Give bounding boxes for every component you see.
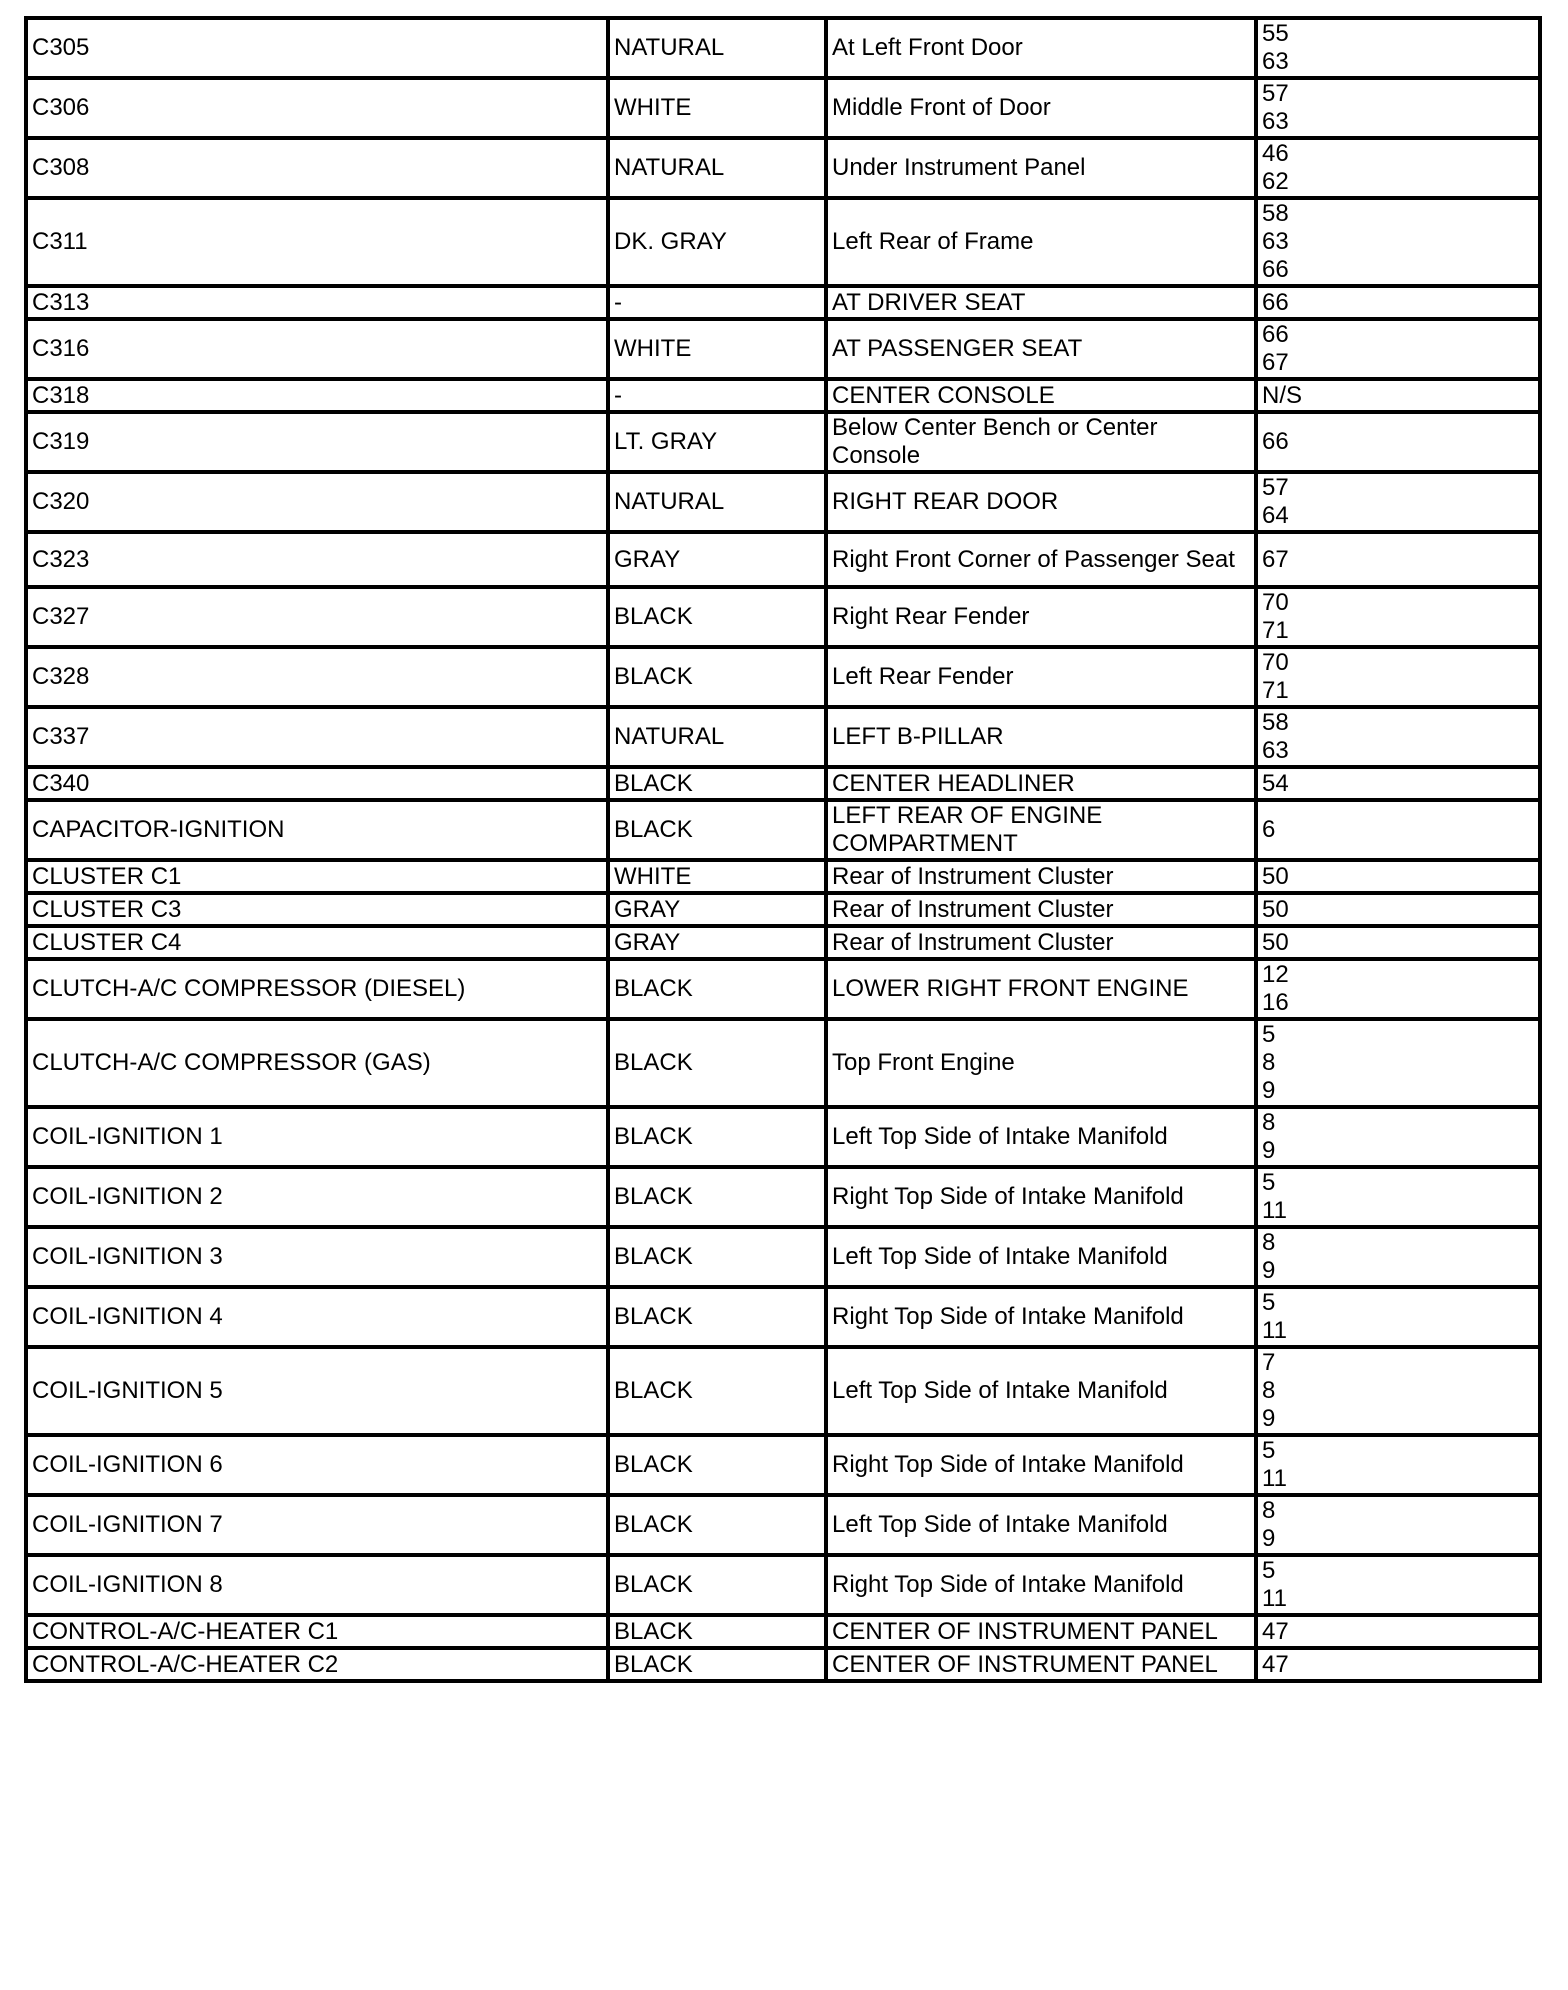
- page-reference-cell: [1256, 1615, 1540, 1648]
- page-reference-cell: [1256, 767, 1540, 800]
- connector-location-cell: CENTER HEADLINER: [826, 767, 1256, 800]
- connector-color-cell: GRAY: [608, 532, 826, 587]
- page-reference-cell: [1256, 379, 1540, 412]
- page-reference: 66: [1262, 321, 1289, 348]
- page-reference-cell: [1256, 1435, 1540, 1495]
- table-row: [26, 319, 1540, 379]
- connector-name-cell: C337: [26, 707, 608, 767]
- table-row: [26, 1648, 1540, 1681]
- connector-name-cell: C340: [26, 767, 608, 800]
- connector-location-cell: RIGHT REAR DOOR: [826, 472, 1256, 532]
- connector-table-body: [26, 18, 1540, 1681]
- page-reference: 50: [1262, 895, 1289, 923]
- connector-name-cell: CLUSTER C3: [26, 893, 608, 926]
- connector-color-cell: BLACK: [608, 1287, 826, 1347]
- page-reference-cell: [1256, 1107, 1540, 1167]
- page-reference-cell: [1256, 1287, 1540, 1347]
- connector-color-cell: BLACK: [608, 1167, 826, 1227]
- page-reference: 58: [1262, 709, 1289, 736]
- page-reference-cell: [1256, 78, 1540, 138]
- connector-color-cell: BLACK: [608, 767, 826, 800]
- connector-location-cell: At Left Front Door: [826, 18, 1256, 78]
- connector-location-cell: Rear of Instrument Cluster: [826, 926, 1256, 959]
- connector-location-cell: Middle Front of Door: [826, 78, 1256, 138]
- table-row: [26, 1019, 1540, 1107]
- connector-location-cell: Right Top Side of Intake Manifold: [826, 1435, 1256, 1495]
- page-reference: 66: [1262, 288, 1289, 316]
- page-reference-cell: [1256, 1648, 1540, 1681]
- page-reference: 9: [1262, 1257, 1276, 1284]
- connector-location-cell: Top Front Engine: [826, 1019, 1256, 1107]
- page-reference: 67: [1262, 349, 1289, 376]
- table-row: [26, 138, 1540, 198]
- page-reference: 66: [1262, 428, 1289, 455]
- connector-color-cell: BLACK: [608, 1019, 826, 1107]
- table-row: [26, 1227, 1540, 1287]
- connector-location-cell: Left Top Side of Intake Manifold: [826, 1495, 1256, 1555]
- connector-name-cell: C319: [26, 412, 608, 472]
- connector-name-cell: C318: [26, 379, 608, 412]
- page-reference: 8: [1262, 1109, 1276, 1136]
- connector-name-cell: C327: [26, 587, 608, 647]
- table-row: [26, 707, 1540, 767]
- connector-color-cell: BLACK: [608, 1227, 826, 1287]
- connector-color-cell: BLACK: [608, 800, 826, 860]
- connector-color-cell: BLACK: [608, 647, 826, 707]
- page-reference: 63: [1262, 48, 1289, 75]
- connector-name-cell: COIL-IGNITION 5: [26, 1347, 608, 1435]
- table-row: [26, 1287, 1540, 1347]
- table-row: [26, 286, 1540, 319]
- table-row: [26, 198, 1540, 286]
- connector-color-cell: WHITE: [608, 319, 826, 379]
- page-reference: 5: [1262, 1557, 1276, 1584]
- page-reference: 47: [1262, 1650, 1289, 1678]
- page-reference: 71: [1262, 617, 1289, 644]
- table-row: [26, 959, 1540, 1019]
- connector-color-cell: -: [608, 379, 826, 412]
- page-reference: 5: [1262, 1169, 1276, 1196]
- page-reference: 6: [1262, 816, 1276, 843]
- connector-name-cell: COIL-IGNITION 4: [26, 1287, 608, 1347]
- connector-name-cell: C316: [26, 319, 608, 379]
- page-reference: 58: [1262, 200, 1289, 227]
- connector-location-cell: LOWER RIGHT FRONT ENGINE: [826, 959, 1256, 1019]
- table-row: [26, 647, 1540, 707]
- table-row: [26, 860, 1540, 893]
- connector-color-cell: BLACK: [608, 1615, 826, 1648]
- connector-location-cell: Right Rear Fender: [826, 587, 1256, 647]
- connector-name-cell: C311: [26, 198, 608, 286]
- connector-color-cell: BLACK: [608, 587, 826, 647]
- page-reference: 8: [1262, 1377, 1276, 1404]
- page-reference: 63: [1262, 228, 1289, 255]
- table-row: [26, 1347, 1540, 1435]
- page-reference: 70: [1262, 589, 1289, 616]
- page-reference: 16: [1262, 989, 1289, 1016]
- connector-color-cell: DK. GRAY: [608, 198, 826, 286]
- page-reference: 9: [1262, 1405, 1276, 1432]
- page-reference: 11: [1262, 1317, 1287, 1344]
- connector-name-cell: C323: [26, 532, 608, 587]
- page-reference-cell: [1256, 893, 1540, 926]
- page-reference: N/S: [1262, 381, 1303, 409]
- table-row: [26, 1167, 1540, 1227]
- connector-name-cell: COIL-IGNITION 6: [26, 1435, 608, 1495]
- page-reference: 67: [1262, 545, 1289, 573]
- page-reference-cell: [1256, 860, 1540, 893]
- connector-location-cell: CENTER OF INSTRUMENT PANEL: [826, 1615, 1256, 1648]
- page-reference-cell: [1256, 1019, 1540, 1107]
- connector-location-cell: Right Top Side of Intake Manifold: [826, 1287, 1256, 1347]
- table-row: [26, 1435, 1540, 1495]
- page-reference-cell: [1256, 1495, 1540, 1555]
- page-reference-cell: [1256, 18, 1540, 78]
- connector-location-cell: Under Instrument Panel: [826, 138, 1256, 198]
- connector-color-cell: NATURAL: [608, 707, 826, 767]
- connector-color-cell: BLACK: [608, 1648, 826, 1681]
- page-reference-cell: [1256, 1167, 1540, 1227]
- table-row: [26, 800, 1540, 860]
- table-row: [26, 472, 1540, 532]
- connector-color-cell: BLACK: [608, 1435, 826, 1495]
- page-reference-cell: [1256, 286, 1540, 319]
- connector-location-cell: AT DRIVER SEAT: [826, 286, 1256, 319]
- page-reference-cell: [1256, 587, 1540, 647]
- connector-location-cell: Rear of Instrument Cluster: [826, 893, 1256, 926]
- connector-location-cell: CENTER OF INSTRUMENT PANEL: [826, 1648, 1256, 1681]
- connector-name-cell: CLUTCH-A/C COMPRESSOR (GAS): [26, 1019, 608, 1107]
- connector-color-cell: BLACK: [608, 959, 826, 1019]
- connector-color-cell: BLACK: [608, 1495, 826, 1555]
- page-reference: 54: [1262, 769, 1289, 797]
- page-reference: 70: [1262, 649, 1289, 676]
- page-reference: 11: [1262, 1465, 1287, 1492]
- connector-location-cell: Rear of Instrument Cluster: [826, 860, 1256, 893]
- page-reference: 64: [1262, 502, 1289, 529]
- connector-color-cell: BLACK: [608, 1555, 826, 1615]
- page-reference: 8: [1262, 1497, 1276, 1524]
- connector-name-cell: CONTROL-A/C-HEATER C1: [26, 1615, 608, 1648]
- connector-color-cell: GRAY: [608, 893, 826, 926]
- connector-location-cell: CENTER CONSOLE: [826, 379, 1256, 412]
- table-row: [26, 1495, 1540, 1555]
- page-reference: 5: [1262, 1021, 1276, 1048]
- page-reference-cell: [1256, 647, 1540, 707]
- table-row: [26, 78, 1540, 138]
- page-reference-cell: [1256, 1555, 1540, 1615]
- connector-name-cell: CONTROL-A/C-HEATER C2: [26, 1648, 608, 1681]
- connector-location-cell: Left Rear Fender: [826, 647, 1256, 707]
- page-reference: 9: [1262, 1525, 1276, 1552]
- table-row: [26, 379, 1540, 412]
- connector-name-cell: C306: [26, 78, 608, 138]
- page-reference: 8: [1262, 1049, 1276, 1076]
- connector-location-cell: AT PASSENGER SEAT: [826, 319, 1256, 379]
- table-row: [26, 587, 1540, 647]
- page-reference-cell: [1256, 959, 1540, 1019]
- table-row: [26, 412, 1540, 472]
- page-reference: 63: [1262, 108, 1289, 135]
- table-row: [26, 18, 1540, 78]
- table-row: [26, 1107, 1540, 1167]
- connector-location-cell: Right Front Corner of Passenger Seat: [826, 532, 1256, 587]
- connector-color-cell: BLACK: [608, 1347, 826, 1435]
- page-reference: 9: [1262, 1137, 1276, 1164]
- connector-location-cell: Below Center Bench or Center Console: [826, 412, 1256, 472]
- page-reference-cell: [1256, 532, 1540, 587]
- connector-location-cell: Right Top Side of Intake Manifold: [826, 1555, 1256, 1615]
- table-row: [26, 532, 1540, 587]
- page-reference: 12: [1262, 961, 1289, 988]
- table-row: [26, 1615, 1540, 1648]
- connector-color-cell: WHITE: [608, 860, 826, 893]
- connector-location-cell: Right Top Side of Intake Manifold: [826, 1167, 1256, 1227]
- connector-location-cell: LEFT B-PILLAR: [826, 707, 1256, 767]
- connector-color-cell: NATURAL: [608, 138, 826, 198]
- connector-color-cell: GRAY: [608, 926, 826, 959]
- page-reference: 9: [1262, 1077, 1276, 1104]
- page-reference: 11: [1262, 1585, 1287, 1612]
- connector-location-cell: Left Top Side of Intake Manifold: [826, 1347, 1256, 1435]
- page-reference-cell: [1256, 138, 1540, 198]
- page-reference: 62: [1262, 168, 1289, 195]
- connector-name-cell: COIL-IGNITION 7: [26, 1495, 608, 1555]
- table-row: [26, 767, 1540, 800]
- page-reference-cell: [1256, 926, 1540, 959]
- page-reference: 46: [1262, 140, 1289, 167]
- page-reference: 63: [1262, 737, 1289, 764]
- connector-table: [24, 16, 1542, 1683]
- connector-name-cell: COIL-IGNITION 8: [26, 1555, 608, 1615]
- connector-color-cell: NATURAL: [608, 472, 826, 532]
- page-reference-cell: [1256, 472, 1540, 532]
- page-reference: 11: [1262, 1197, 1287, 1224]
- connector-name-cell: COIL-IGNITION 1: [26, 1107, 608, 1167]
- table-row: [26, 893, 1540, 926]
- connector-location-table-page: [24, 16, 1538, 1683]
- connector-location-cell: LEFT REAR OF ENGINE COMPARTMENT: [826, 800, 1256, 860]
- page-reference: 66: [1262, 256, 1289, 283]
- connector-name-cell: C305: [26, 18, 608, 78]
- connector-name-cell: COIL-IGNITION 2: [26, 1167, 608, 1227]
- connector-name-cell: C313: [26, 286, 608, 319]
- connector-location-cell: Left Top Side of Intake Manifold: [826, 1227, 1256, 1287]
- connector-name-cell: CLUSTER C4: [26, 926, 608, 959]
- connector-name-cell: C308: [26, 138, 608, 198]
- connector-color-cell: NATURAL: [608, 18, 826, 78]
- page-reference-cell: [1256, 198, 1540, 286]
- connector-name-cell: CLUTCH-A/C COMPRESSOR (DIESEL): [26, 959, 608, 1019]
- connector-name-cell: CAPACITOR-IGNITION: [26, 800, 608, 860]
- connector-name-cell: C320: [26, 472, 608, 532]
- page-reference: 47: [1262, 1617, 1289, 1645]
- page-reference-cell: [1256, 1227, 1540, 1287]
- connector-name-cell: COIL-IGNITION 3: [26, 1227, 608, 1287]
- page-reference: 5: [1262, 1289, 1276, 1316]
- connector-color-cell: WHITE: [608, 78, 826, 138]
- table-row: [26, 1555, 1540, 1615]
- connector-color-cell: BLACK: [608, 1107, 826, 1167]
- page-reference-cell: [1256, 412, 1540, 472]
- page-reference: 50: [1262, 862, 1289, 890]
- page-reference: 55: [1262, 20, 1289, 47]
- connector-location-cell: Left Top Side of Intake Manifold: [826, 1107, 1256, 1167]
- connector-name-cell: C328: [26, 647, 608, 707]
- page-reference-cell: [1256, 800, 1540, 860]
- connector-name-cell: CLUSTER C1: [26, 860, 608, 893]
- table-row: [26, 926, 1540, 959]
- page-reference-cell: [1256, 1347, 1540, 1435]
- page-reference: 5: [1262, 1437, 1276, 1464]
- page-reference: 50: [1262, 928, 1289, 956]
- page-reference: 57: [1262, 474, 1289, 501]
- connector-color-cell: -: [608, 286, 826, 319]
- page-reference: 57: [1262, 80, 1289, 107]
- page-reference: 71: [1262, 677, 1289, 704]
- page-reference-cell: [1256, 707, 1540, 767]
- page-reference: 8: [1262, 1229, 1276, 1256]
- page-reference: 7: [1262, 1349, 1276, 1376]
- connector-color-cell: LT. GRAY: [608, 412, 826, 472]
- page-reference-cell: [1256, 319, 1540, 379]
- connector-location-cell: Left Rear of Frame: [826, 198, 1256, 286]
